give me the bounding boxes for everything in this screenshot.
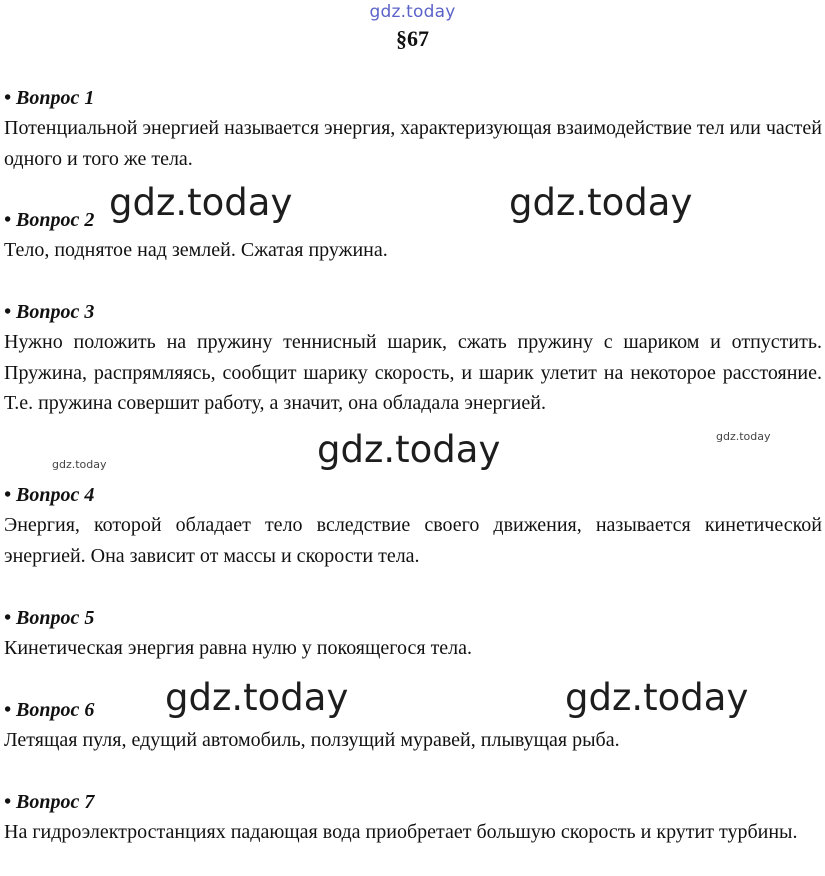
answer-text-6: Летящая пуля, едущий автомобиль, ползущий муравей, плывущая рыба. <box>4 729 620 751</box>
question-label-1: • Вопрос 1 <box>4 87 95 109</box>
answer-text-5: Кинетическая энергия равна нулю у покоящегося тела. <box>4 637 473 659</box>
question-block-1 <box>4 83 822 174</box>
question-label-5: • Вопрос 5 <box>4 607 95 629</box>
watermark: gdz.today <box>565 676 749 719</box>
answer-text-7: На гидроэлектростанциях падающая вода приобретает большую скорость и крутит турбины. <box>4 821 798 843</box>
watermark: gdz.today <box>509 181 693 224</box>
answer-text-1: Потенциальной энергией называется энергия, характеризующая взаимодействие тел или частей одного и того же тела. <box>4 117 822 170</box>
watermark-small: gdz.today <box>52 458 107 471</box>
watermark: gdz.today <box>165 676 349 719</box>
watermark: gdz.today <box>317 428 501 471</box>
answer-text-4: Энергия, которой обладает тело вследствие своего движения, называется кинетической энергией. Она зависит от массы и скорости тела. <box>4 514 822 567</box>
answer-text-3: Нужно положить на пружину теннисный шарик, сжать пружину с шариком и отпустить. Пружина, распрямляясь, сообщит шарику скорость, и шарик улетит на некоторое расстояние. Т.е. пружина совершит работу, а значит, она обладала энергией. <box>4 331 822 414</box>
question-label-6: • Вопрос 6 <box>4 699 95 721</box>
answer-text-2: Тело, поднятое над землей. Сжатая пружина. <box>4 239 388 261</box>
question-label-4: • Вопрос 4 <box>4 484 95 506</box>
question-label-2: • Вопрос 2 <box>4 209 95 231</box>
site-logo[interactable]: gdz.today <box>369 2 456 22</box>
question-block-3 <box>4 297 822 419</box>
watermark-small: gdz.today <box>716 430 771 443</box>
question-label-3: • Вопрос 3 <box>4 301 95 323</box>
question-block-4 <box>4 480 822 571</box>
question-label-7: • Вопрос 7 <box>4 791 95 813</box>
page-title: §67 <box>396 26 429 51</box>
question-block-7 <box>4 787 822 848</box>
question-block-5 <box>4 603 822 664</box>
watermark: gdz.today <box>109 181 293 224</box>
